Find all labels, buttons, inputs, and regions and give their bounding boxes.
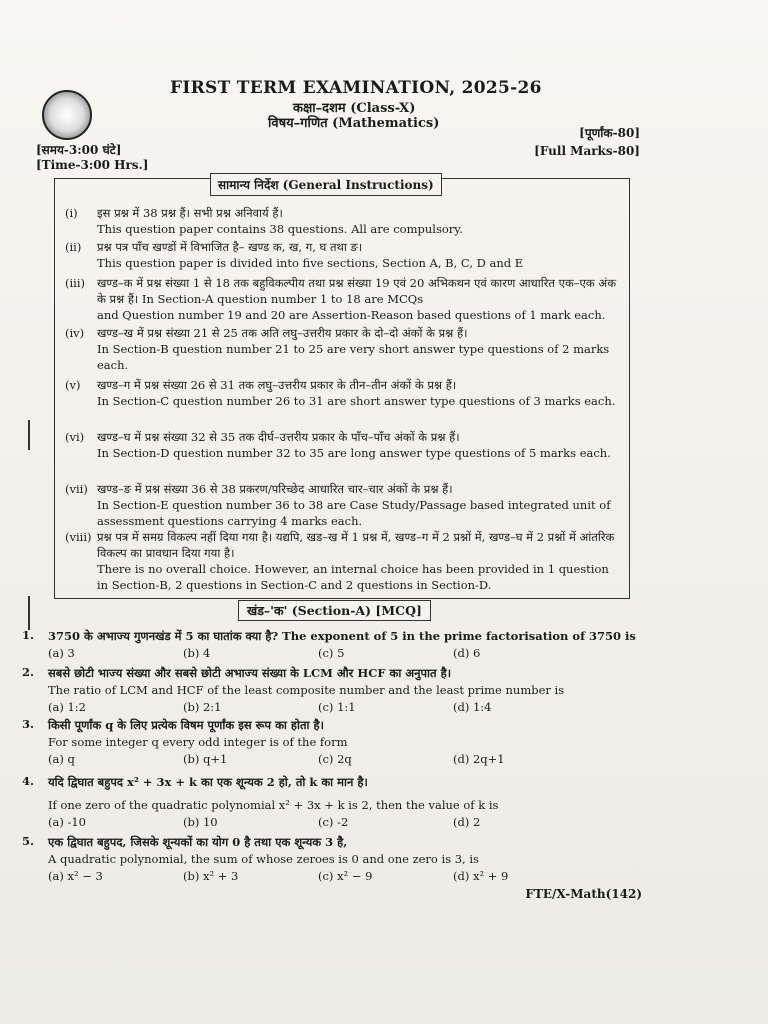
marks-english: [Full Marks-80] [534,144,640,158]
board-seal-icon [42,90,92,140]
question-item: 3. किसी पूर्णांक q के लिए प्रत्येक विषम पूर्णांक इस रूप का होता है। For some integer q every odd integer is of the form (a) q (b) q+1 (c) 2q (d) 2q+1 [22,717,662,768]
marks-hindi: [पूर्णांक-80] [579,126,640,140]
question-options: (a) x² − 3 (b) x² + 3 (c) x² − 9 (d) x² + 9 [48,869,509,883]
subject-label: विषय–गणित (Mathematics) [268,116,440,131]
question-item: 4. यदि द्विघात बहुपद x² + 3x + k का एक शून्यक 2 हो, तो k का मान है। If one zero of the quadratic polynomial x² + 3x + k is 2, then the value of k is (a) -10 (b) 10 (c) -2 (d) 2 [22,774,662,831]
paper-code: FTE/X-Math(142) [525,887,642,901]
question-options: (a) 3 (b) 4 (c) 5 (d) 6 [48,646,481,660]
question-options: (a) -10 (b) 10 (c) -2 (d) 2 [48,815,481,829]
instruction-item: (ii) प्रश्न पत्र पाँच खण्डों में विभाजित है– खण्ड क, ख, ग, घ तथा ङ। This question paper is divided into five sections, Section A, B, C, D and E [65,240,524,270]
question-item: 2. सबसे छोटी भाज्य संख्या और सबसे छोटी अभाज्य संख्या के LCM और HCF का अनुपात है। The ratio of LCM and HCF of the least composite number and the least prime number is (a) 1:2 (b) 2:1 (c) 1:1 (d) 1:4 [22,665,662,716]
instruction-item: (viii) प्रश्न पत्र में समग्र विकल्प नहीं दिया गया है। यद्यपि, खड–ख में 1 प्रश्न में, खण्ड–ग में 2 प्रश्नों में, खण्ड–घ में 2 प्रश्नों में आंतरिक विकल्प का प्रावधान दिया गया है। There is no overall choice. However, an internal choice has been provided in 1 question in Section-B, 2 questions in Section-C and 2 questions in Section-D. [65,530,615,592]
instructions-box [54,178,630,599]
instruction-item: (vii) खण्ड–ङ में प्रश्न संख्या 36 से 38 प्रकरण/परिच्छेद आधारित चार–चार अंकों के प्रश्न हैं। In Section-E question number 36 to 38 are Case Study/Passage based integrated unit of assessment questions carrying 4 marks each. [65,482,611,528]
question-item: 1. 3750 के अभाज्य गुणनखंड में 5 का घातांक क्या है? The exponent of 5 in the prime factorisation of 3750 is (a) 3 (b) 4 (c) 5 (d) 6 [22,628,662,662]
instruction-item: (iv) खण्ड–ख में प्रश्न संख्या 21 से 25 तक अति लघु–उत्तरीय प्रकार के दो–दो अंकों के प्रश्न हैं। In Section-B question number 21 to 25 are very short answer type questions of 2 marks each. [65,326,610,372]
question-options: (a) 1:2 (b) 2:1 (c) 1:1 (d) 1:4 [48,700,492,714]
question-options: (a) q (b) q+1 (c) 2q (d) 2q+1 [48,752,505,766]
class-label: कक्षा–दशम (Class-X) [293,101,416,116]
time-english: [Time-3:00 Hrs.] [36,158,149,172]
instruction-item: (i) इस प्रश्न में 38 प्रश्न हैं। सभी प्रश्न अनिवार्य हैं। This question paper contains 38 questions. All are compulsory. [65,206,463,236]
margin-mark [28,420,30,450]
instruction-item: (vi) खण्ड–घ में प्रश्न संख्या 32 से 35 तक दीर्घ–उत्तरीय प्रकार के पाँच–पाँच अंकों के प्रश्न हैं। In Section-D question number 32 to 35 are long answer type questions of 5 marks each. [65,430,611,460]
instruction-item: (iii) खण्ड–क में प्रश्न संख्या 1 से 18 तक बहुविकल्पीय तथा प्रश्न संख्या 19 एवं 20 अभिकथन एवं कारण आधारित एक–एक अंक के प्रश्न हैं। In Section-A question number 1 to 18 are MCQs and Question number 19 and 20 are Assertion-Reason based questions of 1 mark each. [65,276,617,322]
instruction-item: (v) खण्ड–ग में प्रश्न संख्या 26 से 31 तक लघु–उत्तरीय प्रकार के तीन–तीन अंकों के प्रश्न हैं। In Section-C question number 26 to 31 are short answer type questions of 3 marks each. [65,378,616,408]
margin-mark [28,596,30,630]
question-item: 5. एक द्विघात बहुपद, जिसके शून्यकों का योग 0 है तथा एक शून्यक 3 है, A quadratic polynomial, the sum of whose zeroes is 0 and one zero is 3, is (a) x² − 3 (b) x² + 3 (c) x² − 9 (d) x² + 9 [22,834,662,885]
time-hindi: [समय-3:00 घंटे] [36,143,122,157]
exam-title: FIRST TERM EXAMINATION, 2025-26 [170,78,542,98]
instructions-title: सामान्य निर्देश (General Instructions) [210,173,442,196]
section-heading: खंड–'क' (Section-A) [MCQ] [238,600,431,621]
